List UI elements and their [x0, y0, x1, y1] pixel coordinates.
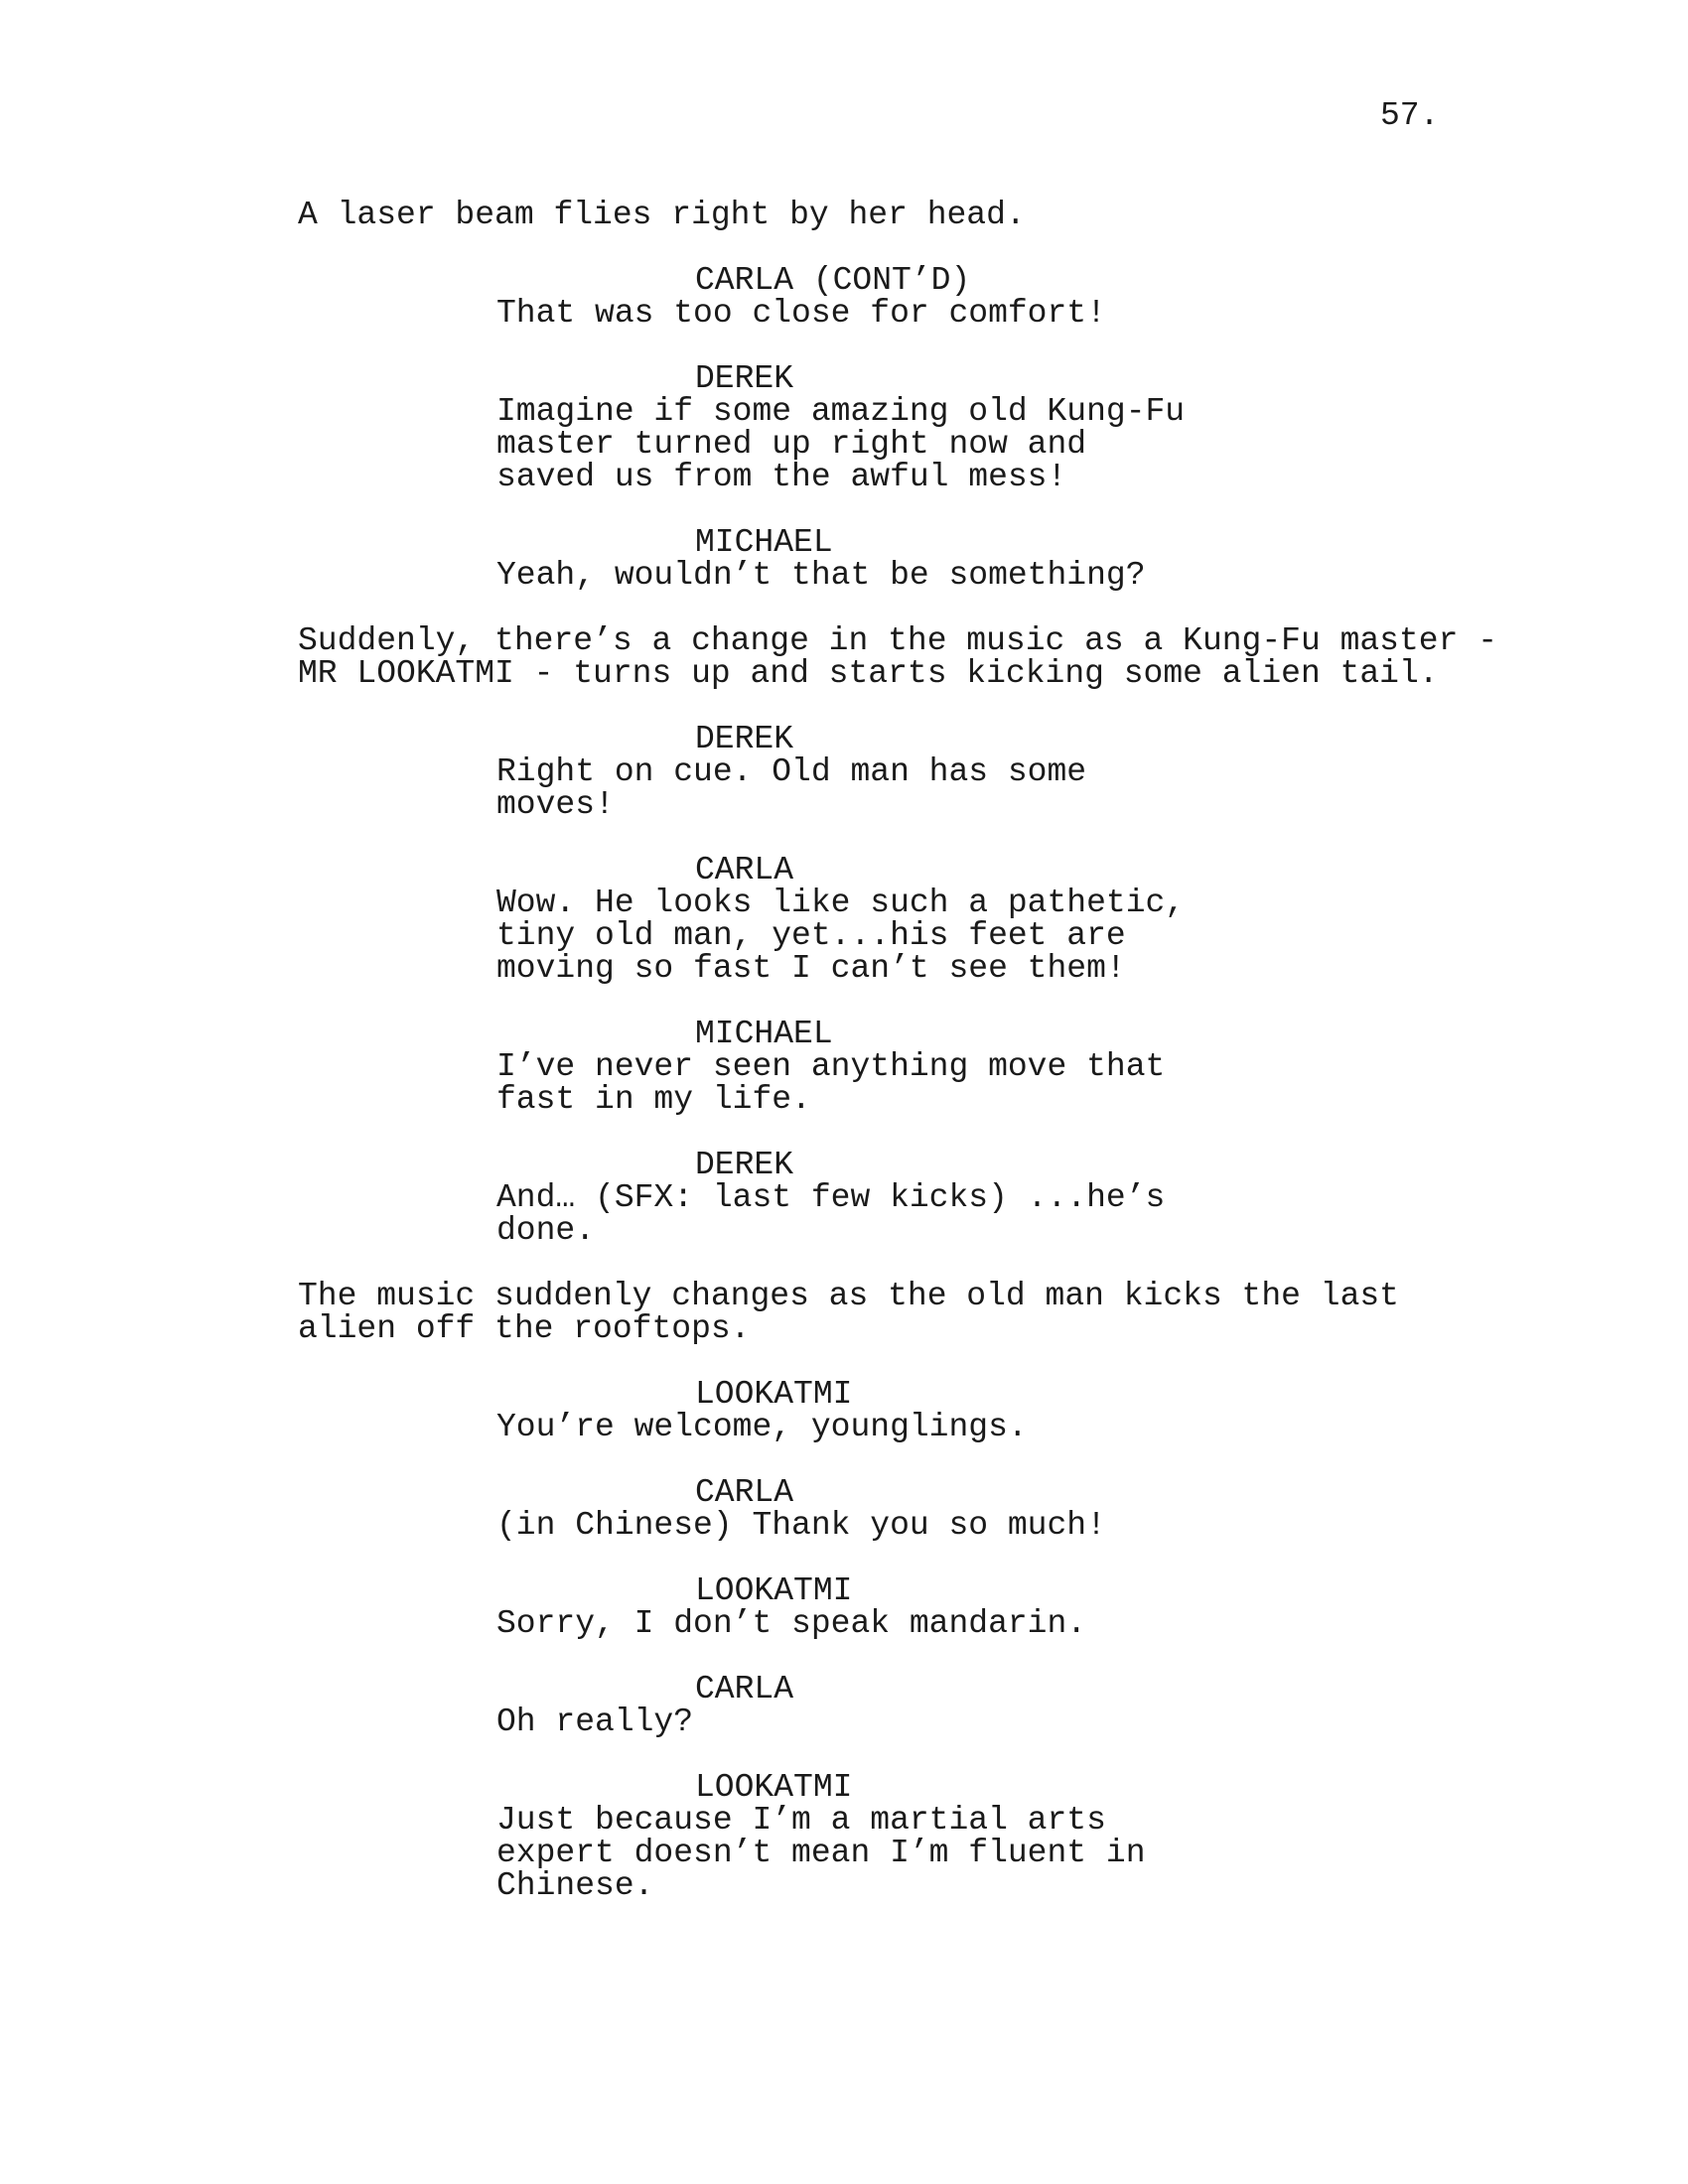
character-cue: CARLA	[695, 852, 794, 888]
character-cue: LOOKATMI	[695, 1376, 853, 1413]
dialogue-line: Yeah, wouldn’t that be something?	[496, 557, 1146, 594]
dialogue-line: expert doesn’t mean I’m fluent in	[496, 1835, 1146, 1871]
dialogue-line: Wow. He looks like such a pathetic,	[496, 885, 1186, 921]
dialogue-text	[298, 297, 1192, 330]
character-cue: MICHAEL	[695, 1016, 833, 1052]
character-cue: CARLA	[695, 1671, 794, 1707]
dialogue-line: tiny old man, yet...his feet are	[496, 917, 1126, 954]
dialogue-line: That was too close for comfort!	[496, 295, 1106, 332]
dialogue-line: moving so fast I can’t see them!	[496, 950, 1126, 987]
dialogue-text	[298, 559, 1192, 592]
dialogue-text	[298, 887, 1192, 985]
character-cue: LOOKATMI	[695, 1572, 853, 1609]
dialogue-text	[298, 1411, 1192, 1443]
dialogue-line: Chinese.	[496, 1867, 654, 1904]
character-cue: DEREK	[695, 360, 794, 397]
dialogue-text	[298, 395, 1192, 493]
dialogue-block	[298, 526, 1489, 592]
dialogue-line: And… (SFX: last few kicks) ...he’s	[496, 1179, 1166, 1216]
action-line: A laser beam flies right by her head.	[298, 197, 1026, 233]
dialogue-line: Imagine if some amazing old Kung-Fu	[496, 393, 1186, 430]
screenplay-body	[298, 197, 1497, 1935]
dialogue-line: I’ve never seen anything move that	[496, 1048, 1166, 1085]
dialogue-block	[298, 723, 1489, 821]
character-cue: CARLA (CONT’D)	[695, 262, 971, 299]
dialogue-block	[298, 1476, 1489, 1542]
dialogue-block	[298, 1673, 1489, 1738]
action-line: MR LOOKATMI - turns up and starts kicking some alien tail.	[298, 655, 1439, 692]
character-cue: MICHAEL	[695, 524, 833, 561]
dialogue-line: You’re welcome, younglings.	[496, 1409, 1028, 1445]
action-line: alien off the rooftops.	[298, 1310, 751, 1347]
dialogue-line: fast in my life.	[496, 1081, 811, 1118]
character-cue: CARLA	[695, 1474, 794, 1511]
dialogue-line: done.	[496, 1212, 596, 1249]
action-line: Suddenly, there’s a change in the music as a Kung-Fu master -	[298, 622, 1497, 659]
dialogue-text	[298, 1706, 1192, 1738]
dialogue-line: (in Chinese) Thank you so much!	[496, 1507, 1106, 1544]
dialogue-line: Just because I’m a martial arts	[496, 1802, 1106, 1839]
dialogue-block	[298, 1771, 1489, 1902]
dialogue-block	[298, 1149, 1489, 1247]
dialogue-line: Right on cue. Old man has some	[496, 753, 1087, 790]
dialogue-line: moves!	[496, 786, 615, 823]
dialogue-block	[298, 854, 1489, 985]
dialogue-text	[298, 1509, 1192, 1542]
dialogue-text	[298, 1607, 1192, 1640]
action-line: The music suddenly changes as the old man kicks the last	[298, 1278, 1399, 1314]
dialogue-block	[298, 1574, 1489, 1640]
dialogue-line: master turned up right now and	[496, 426, 1087, 463]
dialogue-block	[298, 362, 1489, 493]
character-cue: DEREK	[695, 1147, 794, 1183]
action-paragraph	[298, 199, 1489, 231]
dialogue-text	[298, 755, 1192, 821]
dialogue-line: Oh really?	[496, 1704, 694, 1740]
page-number: 57.	[1380, 97, 1440, 134]
dialogue-block	[298, 1018, 1489, 1116]
action-paragraph	[298, 1280, 1489, 1345]
dialogue-block	[298, 264, 1489, 330]
character-cue: LOOKATMI	[695, 1769, 853, 1806]
dialogue-line: Sorry, I don’t speak mandarin.	[496, 1605, 1087, 1642]
dialogue-text	[298, 1181, 1192, 1247]
dialogue-block	[298, 1378, 1489, 1443]
dialogue-text	[298, 1804, 1192, 1902]
character-cue: DEREK	[695, 721, 794, 757]
action-paragraph	[298, 622, 1497, 692]
dialogue-text	[298, 1050, 1192, 1116]
dialogue-line: saved us from the awful mess!	[496, 459, 1067, 495]
